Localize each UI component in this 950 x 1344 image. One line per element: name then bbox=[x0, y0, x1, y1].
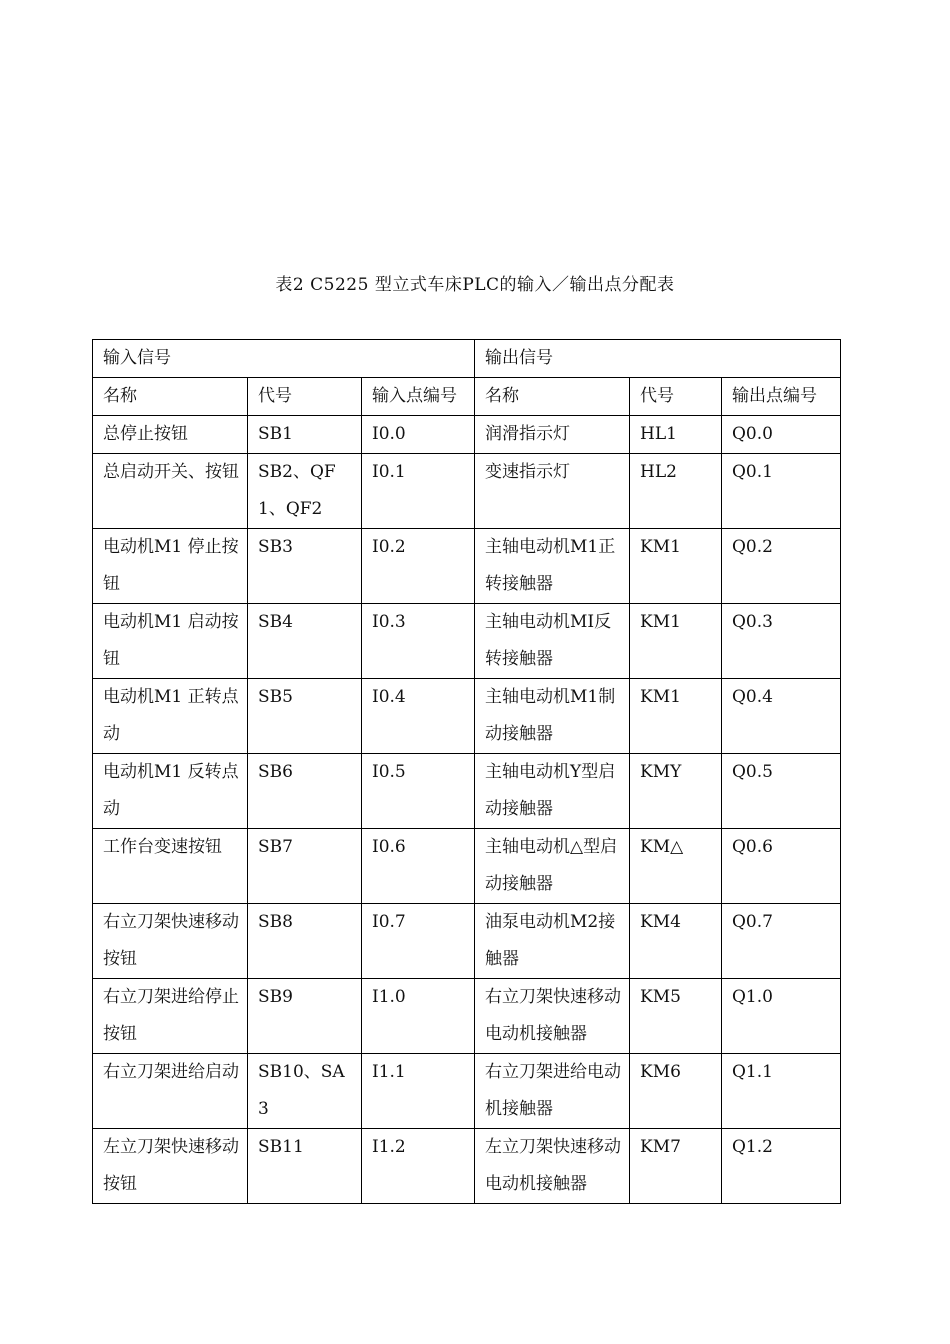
output-name-cell: 润滑指示灯 bbox=[475, 416, 630, 454]
input-code-cell: SB10、SA3 bbox=[248, 1054, 362, 1129]
table-row bbox=[93, 754, 841, 829]
output-code-cell: KM7 bbox=[630, 1129, 722, 1204]
input-point-cell: I0.6 bbox=[362, 829, 475, 904]
output-code-cell: KM6 bbox=[630, 1054, 722, 1129]
table-row bbox=[93, 454, 841, 529]
input-code-cell: SB11 bbox=[248, 1129, 362, 1204]
input-point-cell: I0.3 bbox=[362, 604, 475, 679]
output-signal-header: 输出信号 bbox=[475, 340, 841, 378]
column-header-input-code: 代号 bbox=[248, 378, 362, 416]
table-row bbox=[93, 1054, 841, 1129]
input-point-cell: I0.7 bbox=[362, 904, 475, 979]
input-point-cell: I0.4 bbox=[362, 679, 475, 754]
input-name-cell: 右立刀架进给停止按钮 bbox=[93, 979, 248, 1054]
input-code-cell: SB2、QF1、QF2 bbox=[248, 454, 362, 529]
output-code-cell: KM4 bbox=[630, 904, 722, 979]
table-caption: 表2 C5225 型立式车床PLC的输入／输出点分配表 bbox=[275, 275, 675, 295]
input-point-cell: I1.0 bbox=[362, 979, 475, 1054]
table-row bbox=[93, 416, 841, 454]
table-row bbox=[93, 1129, 841, 1204]
table-row bbox=[93, 529, 841, 604]
output-name-cell: 变速指示灯 bbox=[475, 454, 630, 529]
output-code-cell: KM1 bbox=[630, 679, 722, 754]
output-code-cell: KMY bbox=[630, 754, 722, 829]
output-name-cell: 油泵电动机M2接触器 bbox=[475, 904, 630, 979]
input-point-cell: I1.2 bbox=[362, 1129, 475, 1204]
input-code-cell: SB3 bbox=[248, 529, 362, 604]
input-code-cell: SB7 bbox=[248, 829, 362, 904]
output-point-cell: Q0.2 bbox=[722, 529, 841, 604]
output-point-cell: Q0.6 bbox=[722, 829, 841, 904]
table-row bbox=[93, 829, 841, 904]
output-code-cell: KM△ bbox=[630, 829, 722, 904]
input-point-cell: I0.2 bbox=[362, 529, 475, 604]
column-header-output-code: 代号 bbox=[630, 378, 722, 416]
input-code-cell: SB8 bbox=[248, 904, 362, 979]
output-name-cell: 右立刀架快速移动电动机接触器 bbox=[475, 979, 630, 1054]
output-name-cell: 主轴电动机Y型启动接触器 bbox=[475, 754, 630, 829]
output-point-cell: Q0.4 bbox=[722, 679, 841, 754]
output-code-cell: KM1 bbox=[630, 529, 722, 604]
input-name-cell: 总停止按钮 bbox=[93, 416, 248, 454]
output-point-cell: Q0.7 bbox=[722, 904, 841, 979]
output-name-cell: 左立刀架快速移动电动机接触器 bbox=[475, 1129, 630, 1204]
output-point-cell: Q1.2 bbox=[722, 1129, 841, 1204]
output-code-cell: KM5 bbox=[630, 979, 722, 1054]
output-code-cell: KM1 bbox=[630, 604, 722, 679]
output-point-cell: Q0.0 bbox=[722, 416, 841, 454]
input-name-cell: 电动机M1 停止按钮 bbox=[93, 529, 248, 604]
input-signal-header: 输入信号 bbox=[93, 340, 475, 378]
input-name-cell: 右立刀架进给启动 bbox=[93, 1054, 248, 1129]
table-row bbox=[93, 979, 841, 1054]
table-row bbox=[93, 679, 841, 754]
input-name-cell: 左立刀架快速移动按钮 bbox=[93, 1129, 248, 1204]
input-code-cell: SB5 bbox=[248, 679, 362, 754]
output-code-cell: HL2 bbox=[630, 454, 722, 529]
output-point-cell: Q0.3 bbox=[722, 604, 841, 679]
input-point-cell: I0.1 bbox=[362, 454, 475, 529]
table-row bbox=[93, 904, 841, 979]
input-name-cell: 右立刀架快速移动按钮 bbox=[93, 904, 248, 979]
column-header-output-point: 输出点编号 bbox=[722, 378, 841, 416]
input-name-cell: 工作台变速按钮 bbox=[93, 829, 248, 904]
input-code-cell: SB1 bbox=[248, 416, 362, 454]
io-assignment-table bbox=[92, 339, 841, 1204]
input-name-cell: 电动机M1 启动按钮 bbox=[93, 604, 248, 679]
column-header-output-name: 名称 bbox=[475, 378, 630, 416]
output-name-cell: 主轴电动机△型启动接触器 bbox=[475, 829, 630, 904]
input-code-cell: SB4 bbox=[248, 604, 362, 679]
input-point-cell: I0.5 bbox=[362, 754, 475, 829]
input-code-cell: SB6 bbox=[248, 754, 362, 829]
output-point-cell: Q1.0 bbox=[722, 979, 841, 1054]
input-point-cell: I0.0 bbox=[362, 416, 475, 454]
table-row bbox=[93, 604, 841, 679]
input-point-cell: I1.1 bbox=[362, 1054, 475, 1129]
output-point-cell: Q0.1 bbox=[722, 454, 841, 529]
output-point-cell: Q1.1 bbox=[722, 1054, 841, 1129]
input-name-cell: 总启动开关、按钮 bbox=[93, 454, 248, 529]
input-name-cell: 电动机M1 正转点动 bbox=[93, 679, 248, 754]
input-code-cell: SB9 bbox=[248, 979, 362, 1054]
output-name-cell: 主轴电动机M1制动接触器 bbox=[475, 679, 630, 754]
output-code-cell: HL1 bbox=[630, 416, 722, 454]
column-header-input-name: 名称 bbox=[93, 378, 248, 416]
column-header-input-point: 输入点编号 bbox=[362, 378, 475, 416]
output-name-cell: 主轴电动机MI反转接触器 bbox=[475, 604, 630, 679]
input-name-cell: 电动机M1 反转点动 bbox=[93, 754, 248, 829]
output-name-cell: 右立刀架进给电动机接触器 bbox=[475, 1054, 630, 1129]
output-name-cell: 主轴电动机M1正转接触器 bbox=[475, 529, 630, 604]
output-point-cell: Q0.5 bbox=[722, 754, 841, 829]
